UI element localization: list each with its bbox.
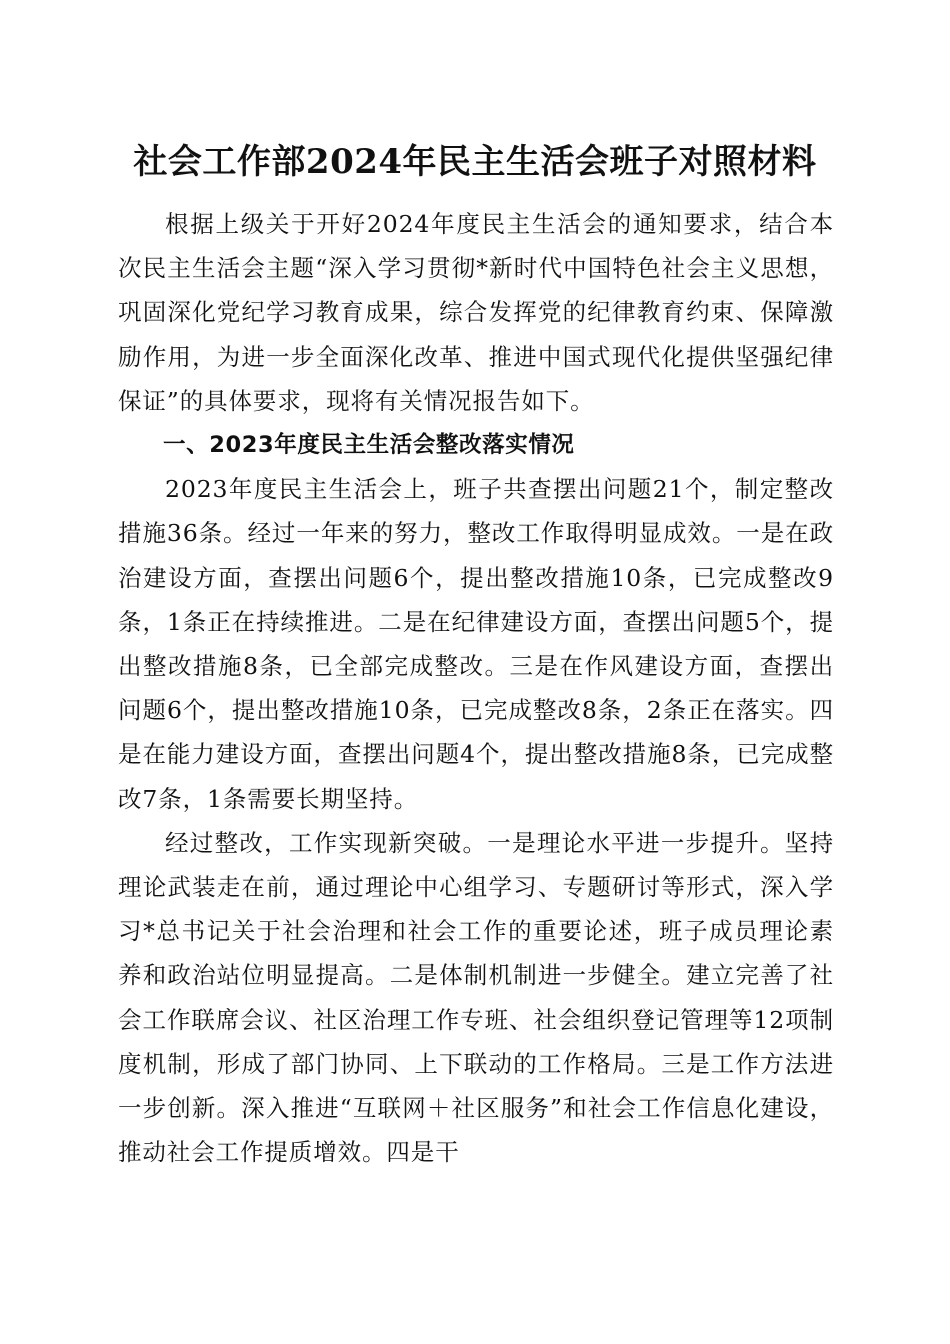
intro-paragraph: 根据上级关于开好2024年度民主生活会的通知要求，结合本次民主生活会主题“深入学习贯彻*新时代中国特色社会主义思想，巩固深化党纪学习教育成果，综合发挥党的纪律教育约束、保障激励作用，为进一步全面深化改革、推进中国式现代化提供坚强纪律保证”的具体要求，现将有关情况报告如下。 (118, 210, 834, 415)
rectification-paragraph: 2023年度民主生活会上，班子共查摆出问题21个，制定整改措施36条。经过一年来的努力，整改工作取得明显成效。一是在政治建设方面，查摆出问题6个，提出整改措施10条，已完成整改9条，1条正在持续推进。二是在纪律建设方面，查摆出问题5个，提出整改措施8条，已全部完成整改。三是在作风建设方面，查摆出问题6个，提出整改措施10条，已完成整改8条，2条正在落实。四是在能力建设方面，查摆出问题4个，提出整改措施8条，已完成整改7条，1条需要长期坚持。 (118, 475, 834, 813)
section-heading: 一、2023年度民主生活会整改落实情况 (163, 432, 575, 459)
document-title: 社会工作部2024年民主生活会班子对照材料 (133, 142, 817, 182)
document-body (118, 202, 834, 1174)
results-paragraph: 经过整改，工作实现新突破。一是理论水平进一步提升。坚持理论武装走在前，通过理论中心组学习、专题研讨等形式，深入学习*总书记关于社会治理和社会工作的重要论述，班子成员理论素养和政治站位明显提高。二是体制机制进一步健全。建立完善了社会工作联席会议、社区治理工作专班、社会组织登记管理等12项制度机制，形成了部门协同、上下联动的工作格局。三是工作方法进一步创新。深入推进“互联网＋社区服务”和社会工作信息化建设，推动社会工作提质增效。四是干 (118, 828, 834, 1167)
